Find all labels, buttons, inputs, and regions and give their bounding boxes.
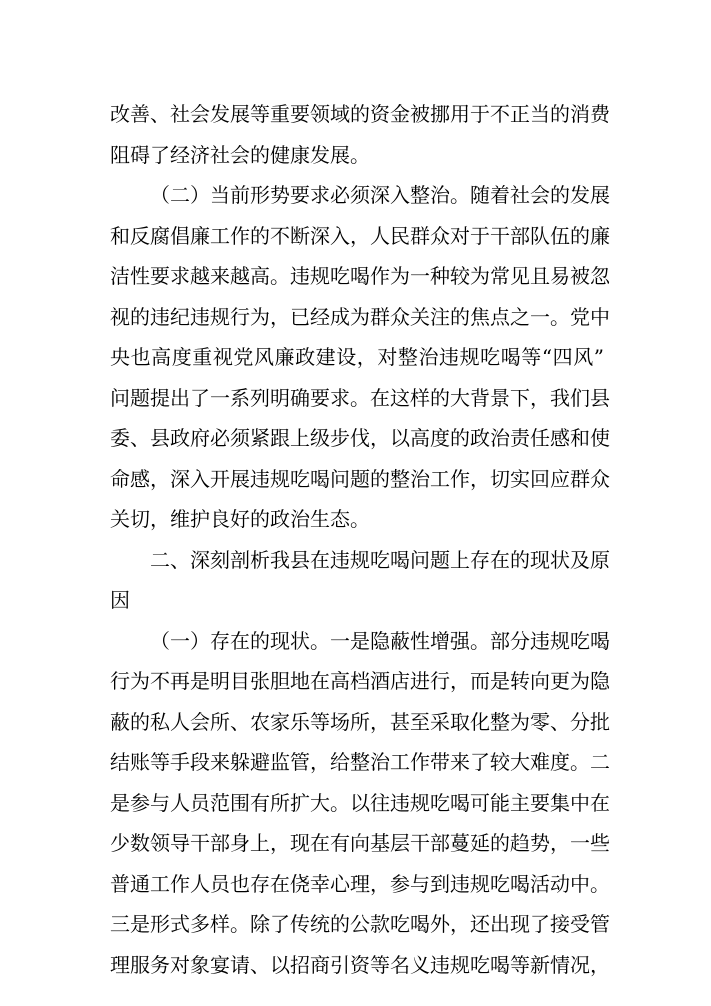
section-heading: 二、深刻剖析我县在违规吃喝问题上存在的现状及原 xyxy=(150,548,610,572)
paragraph-line: 央也高度重视党风廉政建设，对整治违规吃喝等“四风” xyxy=(110,345,604,369)
paragraph-line: 三是形式多样。除了传统的公款吃喝外，还出现了接受管 xyxy=(110,912,610,936)
paragraph-line: 视的违纪违规行为，已经成为群众关注的焦点之一。党中 xyxy=(110,305,610,329)
paragraph-line: 结账等手段来躲避监管，给整治工作带来了较大难度。二 xyxy=(110,750,610,774)
paragraph-line: 阻碍了经济社会的健康发展。 xyxy=(110,143,370,167)
paragraph-line: 关切，维护良好的政治生态。 xyxy=(110,507,370,531)
paragraph-line: 命感，深入开展违规吃喝问题的整治工作，切实回应群众 xyxy=(110,467,610,491)
paragraph-line: 是参与人员范围有所扩大。以往违规吃喝可能主要集中在 xyxy=(110,791,610,815)
paragraph-line: 普通工作人员也存在侥幸心理，参与到违规吃喝活动中。 xyxy=(110,872,610,896)
paragraph-line: 和反腐倡廉工作的不断深入，人民群众对于干部队伍的廉 xyxy=(110,224,610,248)
paragraph-line: 改善、社会发展等重要领域的资金被挪用于不正当的消费 xyxy=(110,102,610,126)
paragraph-line: 洁性要求越来越高。违规吃喝作为一种较为常见且易被忽 xyxy=(110,264,610,288)
paragraph-line: （二）当前形势要求必须深入整治。随着社会的发展 xyxy=(150,183,610,207)
section-heading: 因 xyxy=(110,588,130,612)
paragraph-line: 理服务对象宴请、以招商引资等名义违规吃喝等新情况， xyxy=(110,953,610,977)
paragraph-line: （一）存在的现状。一是隐蔽性增强。部分违规吃喝 xyxy=(150,629,610,653)
paragraph-line: 行为不再是明目张胆地在高档酒店进行，而是转向更为隐 xyxy=(110,669,610,693)
paragraph-line: 委、县政府必须紧跟上级步伐，以高度的政治责任感和使 xyxy=(110,426,610,450)
paragraph-line: 少数领导干部身上，现在有向基层干部蔓延的趋势，一些 xyxy=(110,831,610,855)
paragraph-line: 问题提出了一系列明确要求。在这样的大背景下，我们县 xyxy=(110,386,610,410)
paragraph-line: 蔽的私人会所、农家乐等场所，甚至采取化整为零、分批 xyxy=(110,710,610,734)
